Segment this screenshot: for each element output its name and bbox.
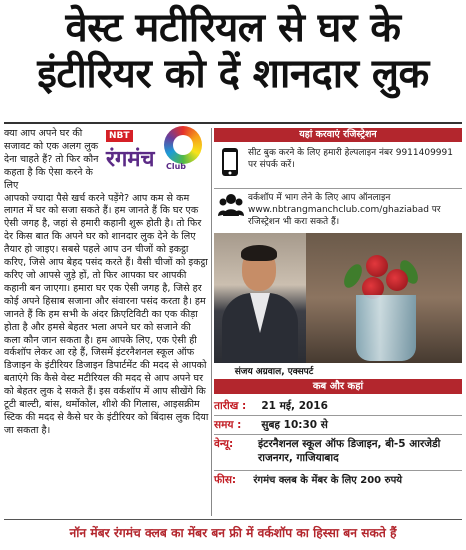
photo-caption: संजय अग्रवाल, एक्सपर्ट xyxy=(234,367,314,377)
headline xyxy=(0,5,466,97)
time-label: समय : xyxy=(214,419,242,431)
time-value: सुबह 10:30 से xyxy=(261,419,328,431)
date-row xyxy=(214,399,462,413)
people-icon xyxy=(218,192,242,222)
footer-banner: नॉन मेंबर रंगमंच क्लब का मेंबर बन फ्री में वर्कशॉप का हिस्सा बन सकते हैं xyxy=(69,526,397,540)
column-divider xyxy=(211,128,212,516)
fee-row xyxy=(214,473,462,488)
row-divider xyxy=(214,434,462,435)
expert-photo xyxy=(214,233,306,363)
article-intro: क्या आप अपने घर की सजावट को एक अलग लुक देना चाहते हैं? तो फिर कौन कहता है कि ऐसा करने के लिए xyxy=(4,128,99,191)
logo-club: Club xyxy=(166,162,187,171)
headline-line-2: इंटीरियर को दें शानदार लुक xyxy=(37,51,429,97)
venue-value: इंटरनैशनल स्कूल ऑफ डिजाइन, बी-5 आरजेडी राजनगर, गाजियाबाद xyxy=(258,438,441,464)
phone-icon xyxy=(218,147,242,177)
rangmanch-club-logo xyxy=(106,124,210,182)
logo-swirl-icon xyxy=(164,126,202,164)
logo-name: रंगमंच xyxy=(106,146,155,172)
registration-separator xyxy=(214,188,462,189)
venue-row xyxy=(214,437,462,469)
fee-label: फीस: xyxy=(214,474,237,486)
registration-header: यहां करवाएं रजिस्ट्रेशन xyxy=(214,128,462,142)
venue-label: वेन्यू: xyxy=(214,438,234,450)
time-row xyxy=(214,418,462,432)
registration-phone-row xyxy=(214,147,462,187)
date-value: 21 मई, 2016 xyxy=(261,400,328,412)
registration-online-text: वर्कशॉप में भाग लेने के लिए आप ऑनलाइन www.nbtrangmanchclub.com/ghaziabad पर रजिस्ट्रेशन भी करा सकते हैं। xyxy=(248,193,441,227)
row-divider xyxy=(214,470,462,471)
article-paragraph: आपको ज्यादा पैसे खर्च करने पड़ेंगे? आप कम से कम लागत में घर को सजा सकते हैं। हम जानते हैं कि घर एक ऐसी जगह है, जहां से हमारी कहानी शुरू होती है। तो फिर देर किस बात कि अपने घर को शानदार लुक देने के लिए तैयार हो जाइए। सबसे पहले आप उन चीजों को इकट्ठा करिए, जिसे आप बेहद पसंद करते हैं। वैसी चीजों को इकट्ठा करिए जो आपसे जुड़े हों, तो फिर आपका घर आपकी कहानी बन जाएगा। हमारा घर एक ऐसी जगह है, जिसे हर कोई अपने हिसाब सजाना और संवारना पसंद करता है। हम जानते हैं कि हम सभी के अंदर क्रिएटिविटी का एक कीड़ा होता है और हमसे बेहतर भला अपने घर को सजाने की कला कौन जान सकता है। हम आपके लिए, एक ऐसी ही वर्कशॉप लेकर आ रहे हैं, जिसमें इंटरनैशनल स्कूल ऑफ डिजाइन के इंटीरियर डिजाइन डिपार्टमेंट की मदद से आपको बताएंगे कि कैसे वेस्ट मटीरियल की मदद से आप अपने घर को बेहतर लुक दे सकते हैं। इस वर्कशॉप में आप सीखेंगे कि टूटी बाल्टी, बांस, थर्मोकोल, शीशे की गिलास, आइसक्रीम स्टिक की मदद से कैसे घर के इंटीरियर को बिंदास लुक दिया जा सकता है। xyxy=(4,192,209,436)
fee-value: रंगमंच क्लब के मेंबर के लिए 200 रुपये xyxy=(253,475,403,486)
decor-vase-photo xyxy=(306,233,462,363)
registration-phone-text: सीट बुक करने के लिए हमारी हेल्पलाइन नंबर 9911409991 पर संपर्क करें। xyxy=(248,148,453,170)
date-label: तारीख : xyxy=(214,400,247,412)
headline-divider xyxy=(4,122,462,124)
row-divider xyxy=(214,415,462,416)
when-where-header: कब और कहां xyxy=(214,379,462,394)
logo-nbt-tag: NBT xyxy=(106,130,133,142)
registration-online-row xyxy=(214,192,462,232)
headline-line-1: वेस्ट मटीरियल से घर के xyxy=(65,5,401,51)
footer-divider xyxy=(4,519,462,520)
